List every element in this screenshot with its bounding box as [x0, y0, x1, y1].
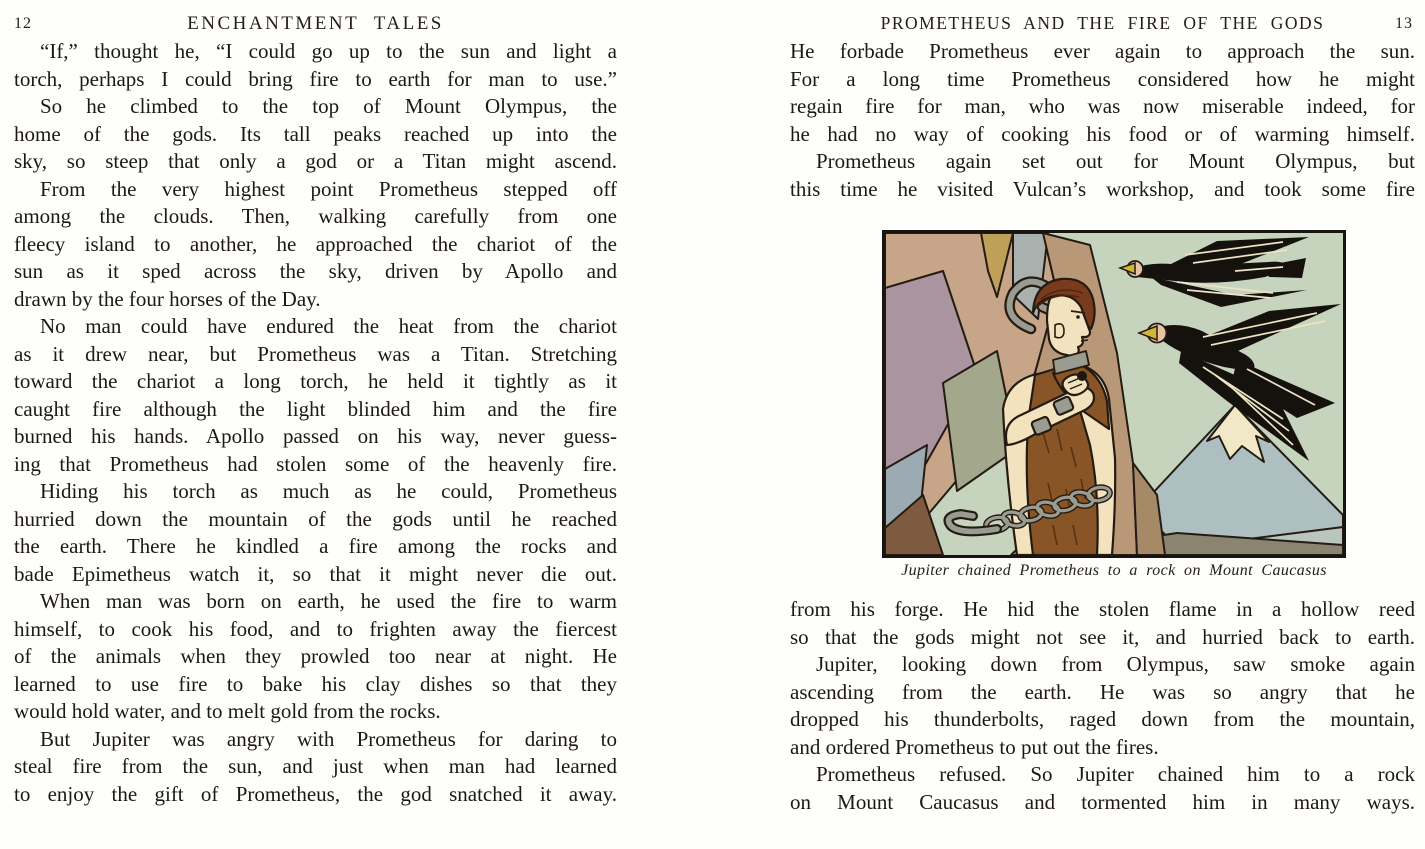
eye: [1076, 315, 1080, 319]
text-line: From the very highest point Prometheus stepped off: [40, 176, 617, 201]
text-line: regain fire for man, who was now miserable indeed, for: [790, 94, 1415, 118]
text-line: So he climbed to the top of Mount Olympus, the: [40, 94, 617, 118]
book-text-left: [14, 38, 617, 808]
paragraph: [14, 93, 617, 176]
paragraph: [790, 148, 1415, 203]
paragraph: [14, 478, 617, 588]
text-line: Prometheus again set out for Mount Olympus, but: [816, 149, 1415, 173]
text-line: bade Epimetheus watch it, so that it might never die out.: [14, 561, 617, 586]
text-line: drawn by the four horses of the Day.: [14, 286, 321, 311]
text-line: Jupiter, looking down from Olympus, saw smoke again: [816, 652, 1415, 676]
running-header-left: ENCHANTMENT TALES: [187, 13, 444, 34]
paragraph: [14, 313, 617, 478]
running-header-right: PROMETHEUS AND THE FIRE OF THE GODS: [880, 13, 1325, 33]
paragraph: [14, 176, 617, 314]
text-line: learned to use fire to bake his clay dishes so that they: [14, 671, 617, 696]
text-line: among the clouds. Then, walking carefully from one: [14, 204, 617, 228]
paragraph: [790, 761, 1415, 816]
text-line: fleecy island to another, he approached the chariot of the: [14, 231, 617, 256]
text-line: of the animals when they prowled too near at night. He: [14, 644, 617, 668]
paragraph: [14, 726, 617, 809]
text-line: He forbade Prometheus ever again to approach the sun.: [790, 39, 1415, 63]
page-number-right: 13: [1395, 15, 1413, 32]
text-line: so that the gods might not see it, and hurried back to earth.: [790, 624, 1415, 649]
text-line: he had no way of cooking his food or of warming himself.: [790, 121, 1415, 146]
text-line: No man could have endured the heat from the chariot: [40, 314, 617, 338]
text-line: as it drew near, but Prometheus was a Titan. Stretching: [14, 341, 617, 366]
book-text-right-bottom: [790, 596, 1415, 816]
text-line: would hold water, and to melt gold from the rocks.: [14, 699, 441, 723]
paragraph: [790, 38, 1415, 148]
text-line: burned his hands. Apollo passed on his way, never guess-: [14, 424, 617, 448]
text-line: this time he visited Vulcan’s workshop, and took some fire: [790, 176, 1415, 201]
right-page: [790, 0, 1415, 849]
text-line: sun as it sped across the sky, driven by Apollo and: [14, 259, 617, 283]
text-line: sky, so steep that only a god or a Titan might ascend.: [14, 149, 617, 173]
paragraph: [14, 588, 617, 726]
text-line: But Jupiter was angry with Prometheus for daring to: [40, 726, 617, 751]
text-line: dropped his thunderbolts, raged down from the mountain,: [790, 707, 1415, 731]
text-line: For a long time Prometheus considered how he might: [790, 66, 1415, 91]
text-line: steal fire from the sun, and just when man had learned: [14, 754, 617, 778]
illustration: [882, 230, 1346, 558]
paragraph: [790, 651, 1415, 761]
text-line: and ordered Prometheus to put out the fires.: [790, 734, 1159, 759]
book-text-right-top: [790, 38, 1415, 203]
text-line: toward the chariot a long torch, he held it tightly as it: [14, 369, 617, 393]
paragraph: [14, 38, 617, 93]
text-line: When man was born on earth, he used the fire to warm: [40, 589, 617, 613]
paragraph: [790, 596, 1415, 651]
text-line: ascending from the earth. He was so angry that he: [790, 679, 1415, 704]
text-line: from his forge. He hid the stolen flame in a hollow reed: [790, 597, 1415, 621]
illustration-art: [885, 233, 1343, 555]
text-line: ing that Prometheus had stolen some of the heavenly fire.: [14, 451, 617, 476]
text-line: Hiding his torch as much as he could, Prometheus: [40, 479, 617, 503]
text-line: caught fire although the light blinded him and the fire: [14, 396, 617, 421]
mouth: [1081, 340, 1088, 341]
text-line: “If,” thought he, “I could go up to the sun and light a: [40, 39, 617, 63]
illustration-caption: Jupiter chained Prometheus to a rock on Mount Caucasus: [901, 562, 1327, 579]
text-line: to enjoy the gift of Prometheus, the god snatched it away.: [14, 781, 617, 806]
text-line: Prometheus refused. So Jupiter chained him to a rock: [816, 762, 1415, 786]
text-line: home of the gods. Its tall peaks reached up into the: [14, 121, 617, 146]
text-line: torch, perhaps I could bring fire to earth for man to use.”: [14, 66, 617, 91]
left-page: [14, 0, 617, 849]
ear: [1055, 324, 1064, 338]
page-number-left: 12: [14, 15, 32, 32]
text-line: hurried down the mountain of the gods until he reached: [14, 506, 617, 531]
held-object: [1077, 371, 1087, 381]
text-line: himself, to cook his food, and to frighten away the fiercest: [14, 616, 617, 641]
text-line: the earth. There he kindled a fire among the rocks and: [14, 534, 617, 558]
text-line: on Mount Caucasus and tormented him in many ways.: [790, 789, 1415, 814]
